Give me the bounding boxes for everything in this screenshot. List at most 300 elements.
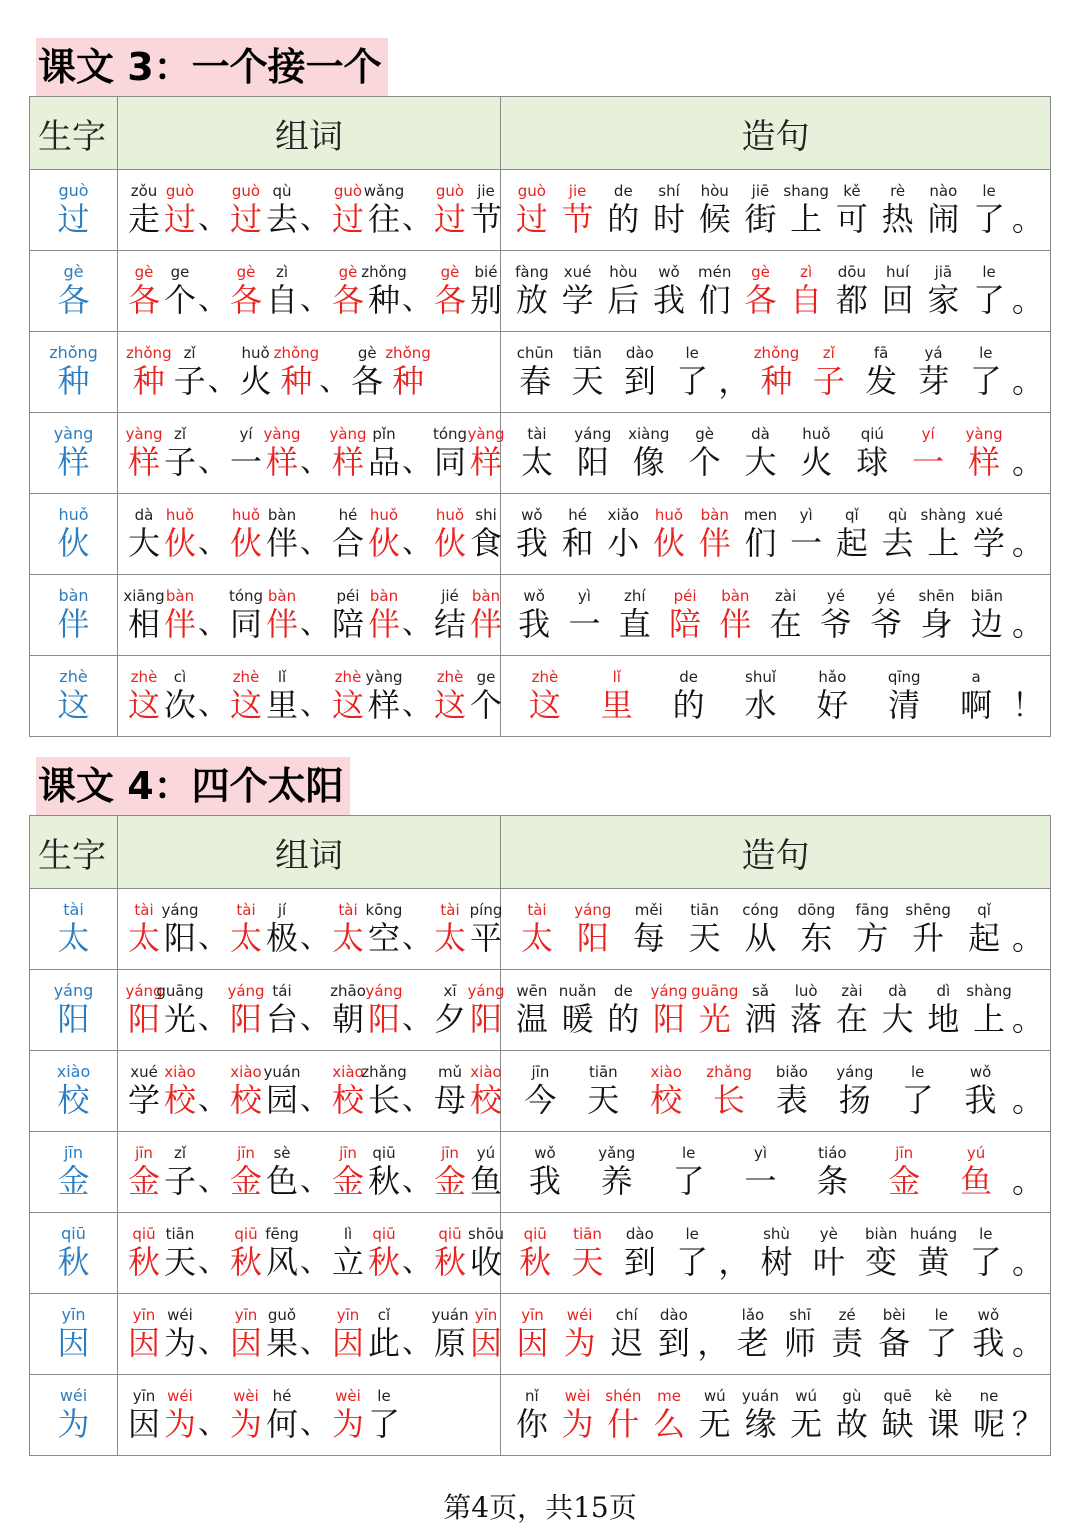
hanzi: 可 xyxy=(835,200,868,238)
sentence-cell xyxy=(501,970,1051,1051)
pinyin: qǐ xyxy=(977,901,991,919)
char-unit xyxy=(555,506,601,562)
char-unit xyxy=(468,1063,504,1119)
hanzi: 放 xyxy=(515,281,548,319)
char-unit xyxy=(844,425,900,481)
char-unit xyxy=(509,587,559,643)
hanzi: 鱼 xyxy=(960,1162,993,1200)
pinyin: gè xyxy=(440,263,460,281)
pinyin: cóng xyxy=(742,901,779,919)
pinyin: zì xyxy=(275,263,289,281)
hanzi: 呢 xyxy=(973,1405,1006,1443)
pinyin: fàng xyxy=(515,263,549,281)
char-unit xyxy=(875,982,921,1038)
pinyin: yīn xyxy=(132,1306,156,1324)
pinyin: ne xyxy=(979,1387,999,1405)
pinyin: yīn xyxy=(474,1306,498,1324)
hanzi: 起 xyxy=(835,524,868,562)
separator: 、 xyxy=(300,1163,330,1198)
char-unit xyxy=(653,1144,725,1200)
hanzi: 一 xyxy=(912,443,945,481)
pinyin: huǒ xyxy=(231,506,261,524)
pinyin: tiān xyxy=(165,1225,195,1243)
pinyin: hé xyxy=(568,506,587,524)
table-row xyxy=(30,1132,1051,1213)
char-unit xyxy=(432,1225,468,1281)
char-unit xyxy=(653,668,725,724)
hanzi: 热 xyxy=(881,200,914,238)
char-unit xyxy=(907,1225,959,1281)
sentence-cell xyxy=(501,1294,1051,1375)
pinyin: yì xyxy=(577,587,591,605)
char-unit xyxy=(330,425,366,481)
char-unit xyxy=(966,1387,1012,1443)
pinyin: de xyxy=(613,182,633,200)
hanzi: 了 xyxy=(676,362,709,400)
pinyin: qiū xyxy=(234,1225,258,1243)
sentence xyxy=(501,1387,1050,1443)
hanzi: 为 xyxy=(229,1405,262,1443)
hanzi: 一 xyxy=(568,605,601,643)
separator: 、 xyxy=(198,920,228,955)
char-unit xyxy=(621,425,677,481)
pinyin: quē xyxy=(883,1387,912,1405)
char-unit xyxy=(126,425,162,481)
char-unit xyxy=(264,901,300,957)
table-row xyxy=(30,251,1051,332)
lesson-3-title: 课文 3：一个接一个 xyxy=(36,38,388,96)
char-unit xyxy=(162,1306,198,1362)
lesson-3-rows xyxy=(30,170,1051,737)
hanzi: 表 xyxy=(775,1081,808,1119)
separator: 、 xyxy=(198,525,228,560)
hanzi: ， xyxy=(718,362,751,400)
char-unit xyxy=(330,668,366,724)
hanzi: 过 xyxy=(229,200,262,238)
pinyin: shù xyxy=(763,1225,790,1243)
sentence xyxy=(501,587,1050,643)
hanzi: 节 xyxy=(561,200,594,238)
punctuation xyxy=(1012,263,1044,319)
character-hanzi: 这 xyxy=(57,686,90,724)
char-unit xyxy=(126,901,162,957)
char-unit xyxy=(555,182,601,238)
hanzi: 了 xyxy=(969,362,1002,400)
char-unit xyxy=(509,1063,572,1119)
pinyin: zhāo xyxy=(330,982,366,1000)
hanzi: 走 xyxy=(127,200,160,238)
character-pinyin: xiào xyxy=(56,1062,91,1081)
pinyin: biān xyxy=(970,587,1004,605)
separator: 、 xyxy=(198,1406,228,1441)
punctuation xyxy=(1012,1387,1044,1443)
separator: 、 xyxy=(402,687,432,722)
char-unit xyxy=(811,587,861,643)
pinyin: shén xyxy=(605,1387,642,1405)
pinyin: tóng xyxy=(228,587,264,605)
sentence xyxy=(501,344,1050,400)
hanzi: 了 xyxy=(367,1405,400,1443)
pinyin: wéi xyxy=(167,1387,193,1405)
separator: 、 xyxy=(198,1163,228,1198)
hanzi: 伙 xyxy=(229,524,262,562)
new-character-cell xyxy=(30,1213,118,1294)
char-unit xyxy=(855,344,907,400)
word-group-cell xyxy=(118,1375,501,1456)
pinyin: xī xyxy=(443,982,457,1000)
table-row xyxy=(30,575,1051,656)
char-unit xyxy=(228,587,264,643)
hanzi: 无 xyxy=(698,1405,731,1443)
header-zaoju: 造句 xyxy=(501,816,1051,889)
hanzi: 。 xyxy=(1011,200,1044,238)
char-unit xyxy=(126,263,162,319)
pinyin: tài xyxy=(338,901,358,919)
char-unit xyxy=(509,182,555,238)
char-unit xyxy=(965,1306,1012,1362)
hanzi: 变 xyxy=(865,1243,898,1281)
char-unit xyxy=(561,344,613,400)
character-pinyin: huǒ xyxy=(58,505,89,524)
sentence xyxy=(501,425,1050,481)
hanzi: 身 xyxy=(920,605,953,643)
hanzi: 。 xyxy=(1012,919,1045,957)
char-unit xyxy=(729,1306,776,1362)
hanzi: 的 xyxy=(607,1000,640,1038)
pinyin: guǒ xyxy=(267,1306,297,1324)
separator: 、 xyxy=(402,1082,432,1117)
pinyin: yīn xyxy=(234,1306,258,1324)
hanzi: 各 xyxy=(351,362,384,400)
sentence xyxy=(501,901,1050,957)
hanzi: 了 xyxy=(973,200,1006,238)
pinyin: kě xyxy=(843,182,861,200)
character-hanzi: 伙 xyxy=(57,524,90,562)
hanzi: 备 xyxy=(878,1324,911,1362)
pinyin: fēng xyxy=(265,1225,299,1243)
word-group-cell xyxy=(118,970,505,1051)
pinyin: luò xyxy=(794,982,818,1000)
punctuation xyxy=(1012,1225,1044,1281)
word-list xyxy=(118,668,500,724)
hanzi: 好 xyxy=(816,686,849,724)
pinyin: le xyxy=(979,1225,993,1243)
char-unit xyxy=(366,1144,402,1200)
hanzi: 一 xyxy=(790,524,823,562)
char-unit xyxy=(162,1144,198,1200)
pinyin: le xyxy=(979,344,993,362)
hanzi: 别 xyxy=(469,281,502,319)
hanzi: 扬 xyxy=(838,1081,871,1119)
hanzi: 阳 xyxy=(229,1000,262,1038)
hanzi: 品 xyxy=(367,443,400,481)
char-unit xyxy=(274,344,320,400)
char-unit xyxy=(600,982,646,1038)
sentence-cell xyxy=(501,413,1051,494)
pinyin: xué xyxy=(130,1063,158,1081)
pinyin: qīng xyxy=(887,668,921,686)
pinyin: zé xyxy=(838,1306,856,1324)
pinyin: zhè xyxy=(130,668,158,686)
char-unit xyxy=(432,506,468,562)
sentence-cell xyxy=(501,889,1051,970)
hanzi: 天 xyxy=(571,1243,604,1281)
char-unit xyxy=(871,1306,918,1362)
hanzi: 条 xyxy=(816,1162,849,1200)
pinyin: dà xyxy=(134,506,154,524)
separator: 、 xyxy=(300,920,330,955)
sentence-cell xyxy=(501,656,1051,737)
hanzi: 。 xyxy=(1011,605,1044,643)
char-unit xyxy=(621,901,677,957)
hanzi: 样 xyxy=(331,443,364,481)
character-pinyin: yáng xyxy=(53,981,94,1000)
char-unit xyxy=(509,901,565,957)
pinyin: huǒ xyxy=(369,506,399,524)
pinyin: lǎo xyxy=(741,1306,765,1324)
pinyin: guāng xyxy=(156,982,204,1000)
hanzi: 我 xyxy=(528,1162,561,1200)
char-unit xyxy=(646,506,692,562)
hanzi: 黄 xyxy=(917,1243,950,1281)
char-unit xyxy=(330,506,366,562)
char-unit xyxy=(468,901,504,957)
hanzi: 极 xyxy=(265,919,298,957)
pinyin: xiào xyxy=(650,1063,682,1081)
hanzi: 火 xyxy=(800,443,833,481)
hanzi: 校 xyxy=(229,1081,262,1119)
pinyin: gù xyxy=(842,1387,862,1405)
character-pinyin: yàng xyxy=(53,424,94,443)
pinyin: dào xyxy=(625,1225,654,1243)
hanzi: 什 xyxy=(607,1405,640,1443)
hanzi: 大 xyxy=(744,443,777,481)
pinyin: huí xyxy=(886,263,910,281)
hanzi: 芽 xyxy=(917,362,950,400)
char-unit xyxy=(432,1144,468,1200)
hanzi: 每 xyxy=(632,919,665,957)
char-unit xyxy=(783,506,829,562)
char-unit xyxy=(733,901,789,957)
character-hanzi: 因 xyxy=(57,1324,90,1362)
char-unit xyxy=(918,1306,965,1362)
pinyin: nuǎn xyxy=(558,982,597,1000)
char-unit xyxy=(468,263,504,319)
char-unit xyxy=(366,668,402,724)
hanzi: 秋 xyxy=(433,1243,466,1281)
punctuation xyxy=(1012,668,1044,724)
hanzi: 在 xyxy=(769,605,802,643)
char-unit xyxy=(824,1306,871,1362)
char-unit xyxy=(238,344,274,400)
char-unit xyxy=(940,1144,1012,1200)
pinyin: mén xyxy=(698,263,732,281)
hanzi: 东 xyxy=(800,919,833,957)
separator: 、 xyxy=(300,444,330,479)
char-unit xyxy=(738,1387,784,1443)
char-unit xyxy=(264,1387,300,1443)
pinyin: fāng xyxy=(855,901,890,919)
hanzi: 的 xyxy=(607,200,640,238)
character-pinyin: gè xyxy=(63,262,84,281)
hanzi: 母 xyxy=(433,1081,466,1119)
hanzi: 阳 xyxy=(469,1000,502,1038)
hanzi: 各 xyxy=(744,281,777,319)
word-group-cell xyxy=(118,413,505,494)
hanzi: 光 xyxy=(163,1000,196,1038)
separator: 、 xyxy=(402,920,432,955)
pinyin: chūn xyxy=(516,344,554,362)
pinyin: qiū xyxy=(372,1144,396,1162)
pinyin: zhè xyxy=(531,668,559,686)
pinyin: xiǎo xyxy=(607,506,639,524)
pinyin: gè xyxy=(357,344,377,362)
char-unit xyxy=(385,344,431,400)
hanzi: 伙 xyxy=(653,524,686,562)
word-list xyxy=(118,506,500,562)
hanzi: 因 xyxy=(127,1405,160,1443)
pinyin: xiàng xyxy=(628,425,670,443)
char-unit xyxy=(875,506,921,562)
char-unit xyxy=(956,901,1012,957)
char-unit xyxy=(162,587,198,643)
hanzi: 自 xyxy=(790,281,823,319)
char-unit xyxy=(823,1063,886,1119)
hanzi: 金 xyxy=(229,1162,262,1200)
hanzi: 伴 xyxy=(265,524,298,562)
pinyin: bàn xyxy=(165,587,195,605)
pinyin: qù xyxy=(272,182,292,200)
hanzi: 为 xyxy=(331,1405,364,1443)
character-hanzi: 样 xyxy=(57,443,90,481)
hanzi: 洒 xyxy=(744,1000,777,1038)
char-unit xyxy=(861,587,911,643)
char-unit xyxy=(960,1225,1012,1281)
pinyin: dì xyxy=(936,982,951,1000)
pinyin: yáng xyxy=(650,982,688,1000)
hanzi: 为 xyxy=(163,1405,196,1443)
char-unit xyxy=(366,506,402,562)
pinyin: gè xyxy=(751,263,770,281)
hanzi: 过 xyxy=(433,200,466,238)
hanzi: 上 xyxy=(790,200,823,238)
char-unit xyxy=(829,1387,875,1443)
character-pinyin: guò xyxy=(58,181,89,200)
separator: 、 xyxy=(300,687,330,722)
hanzi: 往 xyxy=(367,200,400,238)
hanzi: 天 xyxy=(571,362,604,400)
char-unit xyxy=(666,344,718,400)
pinyin: tài xyxy=(134,901,154,919)
sentence xyxy=(501,506,1050,562)
character-hanzi: 太 xyxy=(57,919,90,957)
pinyin: bàn xyxy=(700,506,729,524)
hanzi: 秋 xyxy=(127,1243,160,1281)
new-character-cell xyxy=(30,413,118,494)
hanzi: 我 xyxy=(972,1324,1005,1362)
pinyin: yú xyxy=(966,1144,986,1162)
char-unit xyxy=(796,668,868,724)
sentence-cell xyxy=(501,1375,1051,1456)
separator: 、 xyxy=(300,1082,330,1117)
char-unit xyxy=(349,344,385,400)
sentence xyxy=(501,1225,1050,1281)
word-list xyxy=(118,1225,505,1281)
hanzi: 因 xyxy=(229,1324,262,1362)
pinyin: le xyxy=(910,1063,925,1081)
separator: 、 xyxy=(300,1325,330,1360)
character-hanzi: 种 xyxy=(57,362,90,400)
hanzi: 长 xyxy=(367,1081,400,1119)
hanzi: 校 xyxy=(163,1081,196,1119)
hanzi: 火 xyxy=(239,362,272,400)
char-unit xyxy=(509,668,581,724)
hanzi: 。 xyxy=(1012,1162,1045,1200)
char-unit xyxy=(264,1144,300,1200)
punctuation xyxy=(1012,506,1044,562)
lesson-4-rows xyxy=(30,889,1051,1456)
char-unit xyxy=(738,506,784,562)
pinyin: tài xyxy=(236,901,256,919)
char-unit xyxy=(366,1387,402,1443)
char-unit xyxy=(264,1306,300,1362)
char-unit xyxy=(468,587,504,643)
new-character-cell xyxy=(30,251,118,332)
char-unit xyxy=(509,506,555,562)
hanzi: 阳 xyxy=(367,1000,400,1038)
new-character-cell xyxy=(30,1294,118,1375)
page-footer: 第4页，共15页 xyxy=(443,1491,637,1524)
pinyin: gè xyxy=(236,263,256,281)
word-group-cell xyxy=(118,889,501,970)
char-unit xyxy=(509,425,565,481)
pinyin: huǒ xyxy=(654,506,684,524)
hanzi: 空 xyxy=(367,919,400,957)
pinyin: gè xyxy=(134,263,154,281)
word-list xyxy=(118,982,505,1038)
hanzi: 叶 xyxy=(812,1243,845,1281)
char-unit xyxy=(556,1306,603,1362)
sentence xyxy=(501,668,1050,724)
pinyin: huǒ xyxy=(802,425,831,443)
pinyin: lǐ xyxy=(277,668,287,686)
table-row xyxy=(30,1294,1051,1375)
punctuation xyxy=(1012,1063,1044,1119)
pinyin: tài xyxy=(440,901,460,919)
char-unit xyxy=(920,1387,966,1443)
hanzi: 朝 xyxy=(331,1000,364,1038)
hanzi: 们 xyxy=(744,524,777,562)
hanzi: 发 xyxy=(865,362,898,400)
pinyin: qiū xyxy=(372,1225,396,1243)
hanzi: 么 xyxy=(653,1405,686,1443)
char-unit xyxy=(677,425,733,481)
char-unit xyxy=(875,263,921,319)
word-group-cell xyxy=(118,1132,501,1213)
hanzi: 金 xyxy=(127,1162,160,1200)
char-unit xyxy=(692,182,738,238)
pinyin: nǐ xyxy=(525,1387,539,1405)
hanzi: 原 xyxy=(433,1324,466,1362)
character-pinyin: jīn xyxy=(63,1143,84,1162)
character-hanzi: 阳 xyxy=(57,1000,90,1038)
hanzi: 爷 xyxy=(870,605,903,643)
hanzi: 因 xyxy=(516,1324,549,1362)
char-unit xyxy=(844,901,900,957)
pinyin: tái xyxy=(272,982,292,1000)
hanzi: 学 xyxy=(973,524,1006,562)
separator: 、 xyxy=(198,687,228,722)
